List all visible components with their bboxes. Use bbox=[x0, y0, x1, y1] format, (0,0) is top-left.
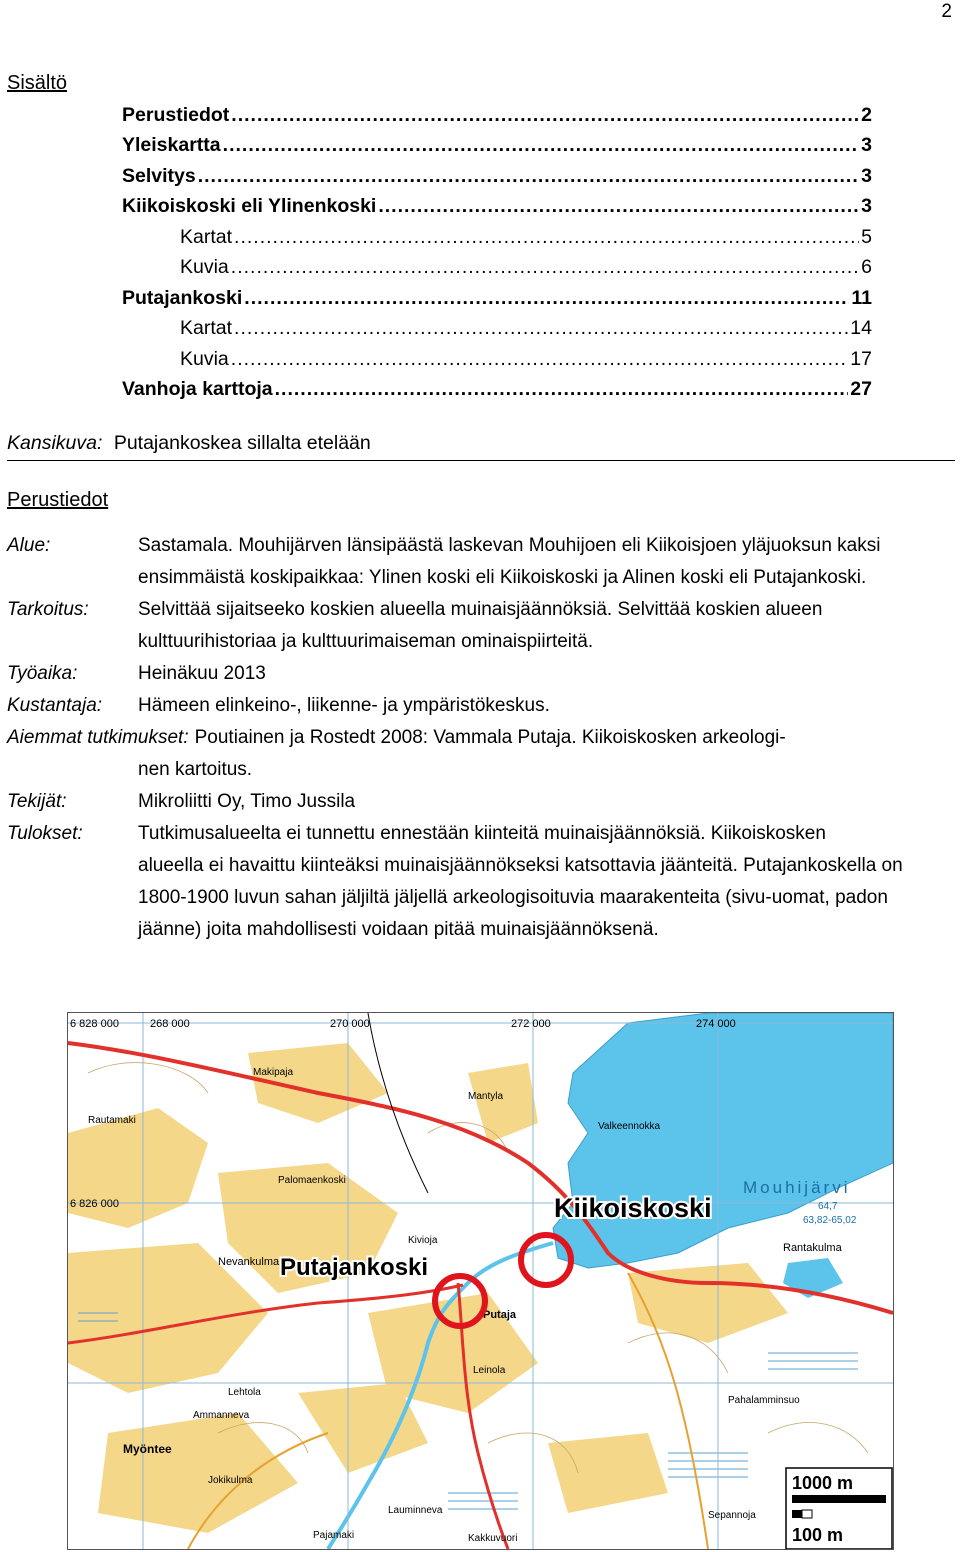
basics-info bbox=[7, 530, 955, 946]
toc-leader-dots bbox=[234, 226, 859, 249]
toc-entry-title: Kuvia bbox=[180, 256, 229, 279]
toc-entry-page: 17 bbox=[850, 347, 872, 370]
place-name: Myöntee bbox=[123, 1442, 172, 1456]
toc-entry-title: Vanhoja karttoja bbox=[122, 378, 273, 401]
toc-entry-title: Yleiskartta bbox=[122, 134, 221, 157]
toc-entry-page: 6 bbox=[861, 256, 872, 279]
toc-entry[interactable] bbox=[122, 344, 872, 375]
toc-leader-dots bbox=[275, 378, 849, 401]
toc-entry-page: 3 bbox=[861, 164, 872, 187]
toc-heading: Sisältö bbox=[7, 72, 68, 94]
lake-depth: 64,7 bbox=[818, 1201, 838, 1212]
toc-entry-page: 3 bbox=[861, 195, 872, 218]
coord-label: 270 000 bbox=[330, 1018, 370, 1030]
toc-leader-dots bbox=[378, 195, 859, 218]
place-name: Mantyla bbox=[468, 1091, 504, 1102]
coord-label: 6 826 000 bbox=[70, 1198, 119, 1210]
toc-entry-title: Kartat bbox=[180, 225, 233, 248]
publisher-label: Kustantaja: bbox=[7, 695, 103, 716]
place-name: Lauminneva bbox=[388, 1505, 443, 1516]
place-name: Nevankulma bbox=[218, 1256, 280, 1268]
toc-entry[interactable] bbox=[122, 100, 872, 131]
cover-caption-label: Kansikuva: bbox=[7, 432, 103, 454]
cover-caption-text: Putajankoskea sillalta etelään bbox=[113, 432, 371, 454]
place-name: Leinola bbox=[473, 1365, 506, 1376]
results-row bbox=[7, 818, 955, 850]
toc-entry-title: Kuvia bbox=[180, 347, 229, 370]
authors-row bbox=[7, 786, 955, 818]
toc-entry-title: Kartat bbox=[180, 317, 233, 340]
place-name: Kakkuvuori bbox=[468, 1533, 518, 1544]
toc-entry-page: 27 bbox=[850, 378, 872, 401]
toc-leader-dots bbox=[231, 348, 849, 371]
place-name: Jokikulma bbox=[208, 1475, 253, 1486]
basics-heading: Perustiedot bbox=[7, 489, 109, 511]
place-name: Lehtola bbox=[228, 1387, 261, 1398]
purpose-text: Selvittää sijaitseeko koskien alueella muinaisjäännöksiä. Selvittää koskien alueen kulttuurihistoriaa ja kulttuurimaiseman ominaispiirteitä. bbox=[138, 599, 823, 652]
toc-entry[interactable] bbox=[122, 253, 872, 284]
toc-entry[interactable] bbox=[122, 314, 872, 345]
toc-entry[interactable] bbox=[122, 192, 872, 223]
place-name: Kivioja bbox=[408, 1235, 438, 1246]
publisher-text: Hämeen elinkeino-, liikenne- ja ympäristökeskus. bbox=[138, 695, 550, 716]
previous-research-label: Aiemmat tutkimukset: bbox=[7, 727, 189, 748]
toc-entry-page: 2 bbox=[861, 103, 872, 126]
overview-map bbox=[67, 1012, 894, 1550]
scale-bar-major bbox=[792, 1495, 886, 1503]
worktime-label: Työaika: bbox=[7, 663, 78, 684]
toc-leader-dots bbox=[234, 317, 848, 340]
toc-entry[interactable] bbox=[122, 222, 872, 253]
site-label-kiikoiskoski: Kiikoiskoski bbox=[554, 1193, 712, 1223]
toc-entry-page: 3 bbox=[861, 134, 872, 157]
page-number: 2 bbox=[941, 1, 952, 22]
place-name: Rantakulma bbox=[783, 1242, 842, 1254]
purpose-row bbox=[7, 594, 955, 658]
toc-entry-page: 14 bbox=[850, 317, 872, 340]
cover-caption bbox=[7, 432, 955, 461]
coord-label: 274 000 bbox=[696, 1018, 736, 1030]
toc-leader-dots bbox=[223, 134, 859, 157]
scale-label-major: 1000 m bbox=[792, 1473, 854, 1493]
authors-text: Mikroliitti Oy, Timo Jussila bbox=[138, 791, 356, 812]
coord-label: 268 000 bbox=[150, 1018, 190, 1030]
toc-entry-title: Selvitys bbox=[122, 164, 196, 187]
scale-bar-minor bbox=[792, 1510, 802, 1518]
place-name: Rautamaki bbox=[88, 1115, 136, 1126]
map-scale-bar bbox=[786, 1468, 892, 1549]
area-text: Sastamala. Mouhijärven länsipäästä laskevan Mouhijoen eli Kiikoisjoen yläjuoksun kaksi ensimmäistä koskipaikkaa: Ylinen koski eli Kiikoiskoski ja Alinen koski eli Putajankoski. bbox=[138, 535, 881, 588]
publisher-row bbox=[7, 690, 955, 722]
place-name: Sepannoja bbox=[708, 1510, 756, 1521]
toc-entry-title: Kiikoiskoski eli Ylinenkoski bbox=[122, 195, 377, 218]
authors-label: Tekijät: bbox=[7, 791, 67, 812]
toc-entry-page: 11 bbox=[851, 286, 872, 309]
table-of-contents bbox=[122, 100, 872, 405]
toc-entry[interactable] bbox=[122, 131, 872, 162]
toc-entry-title: Perustiedot bbox=[122, 103, 230, 126]
toc-leader-dots bbox=[231, 104, 859, 127]
results-text-cont: alueella ei havaittu kiinteäksi muinaisjäännökseksi katsottavia jäänteitä. Putajankoskella on 1800-1900 luvun sahan jäljiltä jäljellä arkeologisoituvia maarakenteita (sivu-uomat, padon jäänne) joita mahdollisesti voidaan pitää muinaisjäännöksenä. bbox=[138, 855, 903, 940]
scale-label-minor: 100 m bbox=[792, 1525, 844, 1545]
place-name: Makipaja bbox=[253, 1067, 294, 1078]
area-row bbox=[7, 530, 955, 594]
place-name: Putaja bbox=[483, 1309, 517, 1321]
previous-research-row bbox=[7, 722, 955, 754]
toc-entry-page: 5 bbox=[861, 225, 872, 248]
toc-entry[interactable] bbox=[122, 161, 872, 192]
coord-label: 272 000 bbox=[511, 1018, 551, 1030]
previous-research-text: Poutiainen ja Rostedt 2008: Vammala Putaja. Kiikoiskosken arkeologi- bbox=[194, 727, 786, 748]
previous-research-text-cont: nen kartoitus. bbox=[138, 759, 253, 780]
lake-height: 63,82-65,02 bbox=[803, 1215, 857, 1226]
results-text: Tutkimusalueelta ei tunnettu ennestään kiinteitä muinaisjäännöksiä. Kiikoiskosken bbox=[138, 823, 826, 844]
results-label: Tulokset: bbox=[7, 823, 83, 844]
toc-entry-title: Putajankoski bbox=[122, 286, 243, 309]
worktime-text: Heinäkuu 2013 bbox=[138, 663, 266, 684]
scale-bar-minor-gap bbox=[802, 1510, 812, 1518]
place-name-mouhijarvi: Mouhijärvi bbox=[743, 1178, 851, 1197]
place-name: Valkeennokka bbox=[598, 1121, 661, 1132]
toc-entry[interactable] bbox=[122, 283, 872, 314]
coord-label: 6 828 000 bbox=[70, 1018, 119, 1030]
toc-leader-dots bbox=[198, 165, 859, 188]
toc-entry[interactable] bbox=[122, 375, 872, 406]
worktime-row bbox=[7, 658, 955, 690]
area-label: Alue: bbox=[7, 535, 51, 556]
place-name: Ammanneva bbox=[193, 1410, 250, 1421]
place-name: Pajamaki bbox=[313, 1530, 355, 1541]
site-label-putajankoski: Putajankoski bbox=[280, 1254, 429, 1281]
place-name: Pahalamminsuo bbox=[728, 1395, 800, 1406]
place-name: Palomaenkoski bbox=[278, 1175, 346, 1186]
toc-leader-dots bbox=[244, 287, 849, 310]
toc-leader-dots bbox=[231, 256, 859, 279]
purpose-label: Tarkoitus: bbox=[7, 599, 89, 620]
